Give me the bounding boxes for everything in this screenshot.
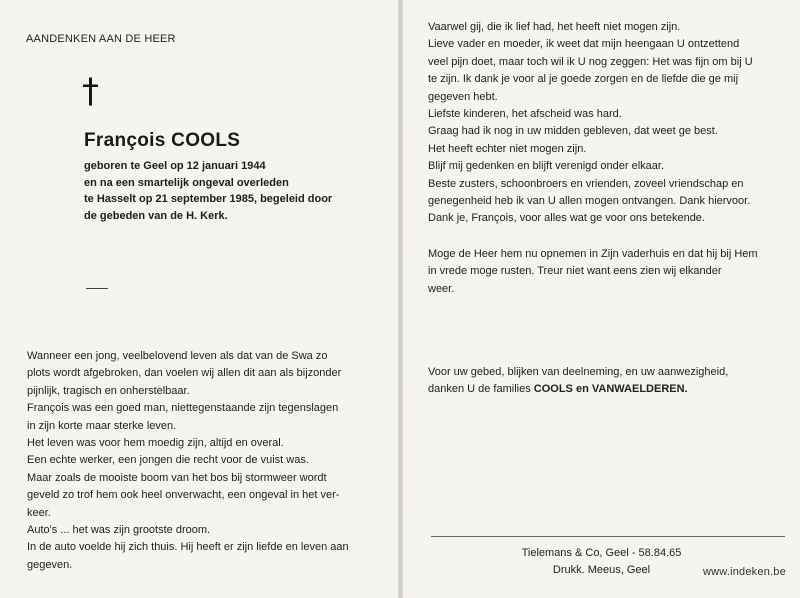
right-page xyxy=(403,0,800,598)
family-name-cools: COOLS xyxy=(533,383,573,396)
farewell-line: Beste zusters, schoonbroers en vrienden, zoveel vriendschap en xyxy=(428,177,744,190)
farewell-line: Blijf mij gedenken en blijft verenigd onder elkaar. xyxy=(428,160,665,173)
watermark: www.indeken.be xyxy=(703,566,786,578)
printer-line: Drukk. Meeus, Geel xyxy=(552,564,651,576)
farewell-line: Lieve vader en moeder, ik weet dat mijn heengaan U ontzettend xyxy=(428,38,740,51)
bio-block xyxy=(84,158,384,224)
last-name: COOLS xyxy=(171,130,241,151)
footer-rule xyxy=(431,536,785,537)
tribute-line: François was een goed man, niettegenstaande zijn tegenslagen xyxy=(27,402,339,415)
tribute-text xyxy=(27,348,387,574)
tribute-line: pijnlijk, tragisch en onherstelbaar. xyxy=(27,384,190,397)
farewell-text xyxy=(428,19,788,228)
thanks-and: en xyxy=(572,383,592,396)
thanks-line xyxy=(428,381,793,398)
memorial-header: AANDENKEN AAN DE HEER xyxy=(26,33,176,45)
farewell-line: gegeven hebt. xyxy=(428,90,498,103)
tribute-line: keer. xyxy=(27,506,51,519)
farewell-line: Liefste kinderen, het afscheid was hard. xyxy=(428,108,622,121)
tribute-line: Auto's ... het was zijn grootste droom. xyxy=(27,524,211,537)
farewell-line: veel pijn doet, maar toch wil ik U nog zeggen: Het was fijn om bij U xyxy=(428,55,753,68)
tribute-line: In de auto voelde hij zich thuis. Hij heeft er zijn liefde en leven aan xyxy=(27,541,349,554)
tribute-line: Het leven was voor hem moedig zijn, altijd en overal. xyxy=(27,437,284,450)
cross-icon: † xyxy=(82,71,99,111)
tribute-line: geveld zo trof hem ook heel onverwacht, een ongeval in het ver- xyxy=(27,489,340,502)
prayer-line: weer. xyxy=(428,282,455,295)
bio-line: de gebeden van de H. Kerk. xyxy=(84,209,228,222)
tribute-line: Maar zoals de mooiste boom van het bos bij stormweer wordt xyxy=(27,471,327,484)
prayer-line: Moge de Heer hem nu opnemen in Zijn vaderhuis en dat hij bij Hem xyxy=(428,248,758,260)
bio-line: geboren te Geel op 12 januari 1944 xyxy=(84,160,266,172)
farewell-line: genegenheid heb ik van U allen mogen ontvangen. Dank hiervoor. xyxy=(428,195,751,208)
farewell-line: Vaarwel gij, die ik lief had, het heeft niet mogen zijn. xyxy=(428,21,681,33)
farewell-line: Het heeft echter niet mogen zijn. xyxy=(428,142,587,155)
tribute-line: Wanneer een jong, veelbelovend leven als dat van de Swa zo xyxy=(27,350,328,362)
divider-dash xyxy=(86,288,108,289)
printer-line: Tielemans & Co, Geel - 58.84.65 xyxy=(521,547,682,559)
deceased-name xyxy=(84,130,240,152)
left-page xyxy=(0,0,398,598)
first-name: François xyxy=(84,130,172,151)
tribute-line: in zijn korte maar sterke leven. xyxy=(27,419,177,432)
tribute-line: gegeven. xyxy=(27,558,73,571)
bio-line: te Hasselt op 21 september 1985, begeleid door xyxy=(84,193,333,205)
thanks-line: Voor uw gebed, blijken van deelneming, en uw aanwezigheid, xyxy=(428,366,729,378)
farewell-line: te zijn. Ik dank je voor al je goede zorgen en de liefde die ge mij xyxy=(428,73,739,86)
prayer-line: in vrede moge rusten. Treur niet want eens zien wij elkander xyxy=(428,265,722,278)
farewell-line: Dank je, François, voor alles wat ge voor ons betekende. xyxy=(428,212,705,225)
tribute-line: plots wordt afgebroken, dan voelen wij allen dit aan als bijzonder xyxy=(27,367,342,380)
family-name-vanwaelderen: VANWAELDEREN. xyxy=(591,383,688,396)
farewell-line: Graag had ik nog in uw midden gebleven, dat weet ge best. xyxy=(428,125,718,138)
thanks-text xyxy=(428,364,793,399)
prayer-text xyxy=(428,246,788,298)
thanks-prefix: danken U de families xyxy=(428,383,534,396)
tribute-line: Een echte werker, een jongen die recht voor de vuist was. xyxy=(27,454,309,467)
bio-line: en na een smartelijk ongeval overleden xyxy=(84,176,289,189)
